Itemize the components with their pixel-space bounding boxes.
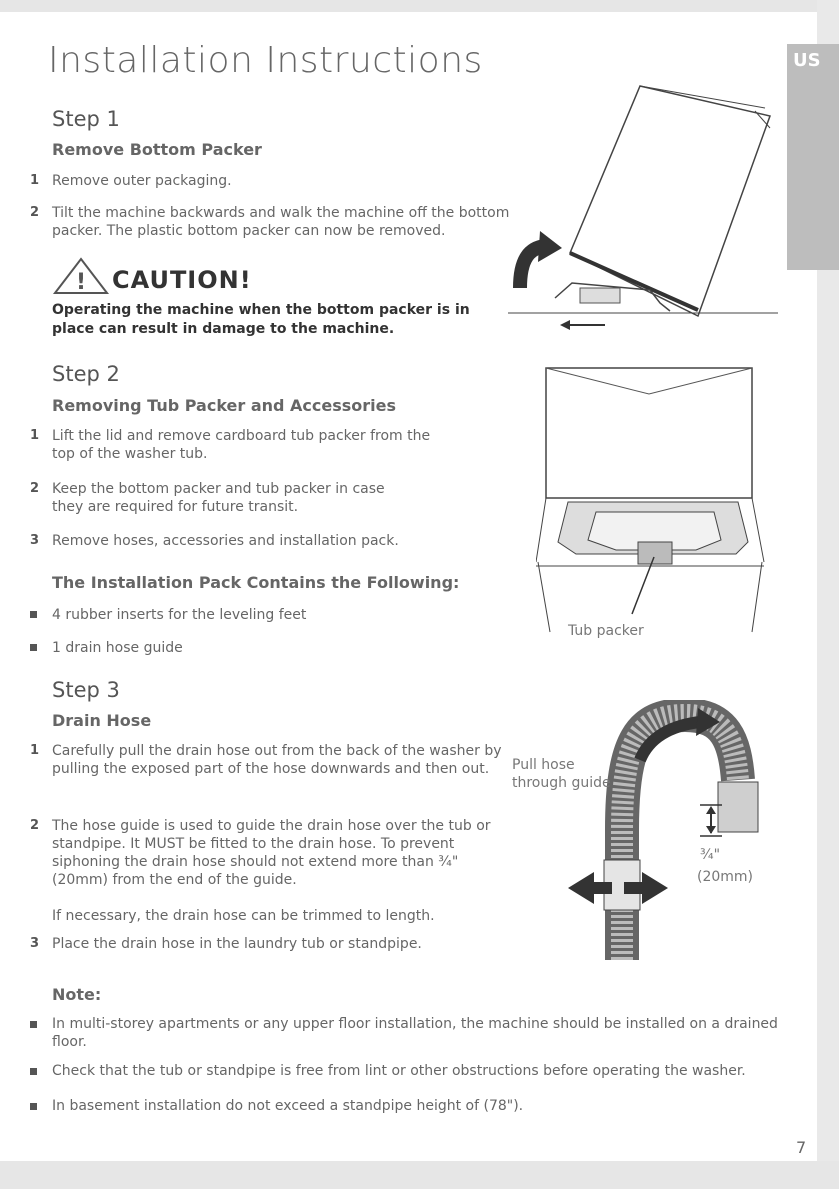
svg-text:!: ! <box>75 270 87 295</box>
pack-heading: The Installation Pack Contains the Following: <box>52 573 460 592</box>
step3-item2-extra-text: If necessary, the drain hose can be trimmed to length. <box>52 908 435 924</box>
page-border-top <box>0 0 839 12</box>
step2-item3-number: 3 <box>30 533 40 548</box>
pull-hose-label-line2: through guide <box>512 775 611 791</box>
tub-packer-label: Tub packer <box>568 623 644 639</box>
page-border-bottom <box>0 1161 839 1189</box>
step3-item2-number: 2 <box>30 818 40 833</box>
step2-item1-number: 1 <box>30 428 40 443</box>
step3-item3-number: 3 <box>30 936 40 951</box>
note-item-1: In multi-storey apartments or any upper floor installation, the machine should be installed on a drained floor. <box>52 1016 778 1050</box>
step1-item2-number: 2 <box>30 205 40 220</box>
measure-label-mm: (20mm) <box>697 869 754 885</box>
pull-hose-label-line1: Pull hose <box>512 757 575 773</box>
tilted-washer-illustration <box>500 78 782 340</box>
step3-item1-text: Carefully pull the drain hose out from the back of the washer by pulling the exposed part of the hose downwards and then out. <box>52 743 502 777</box>
drain-hose-guide-illustration <box>560 700 780 970</box>
measure-label-inches: ¾" <box>700 847 721 863</box>
region-tab <box>787 44 839 270</box>
step3-subheading: Drain Hose <box>52 711 152 730</box>
step2-item3-text: Remove hoses, accessories and installation pack. <box>52 533 399 549</box>
step3-heading: Step 3 <box>52 678 120 702</box>
region-tab-label: US <box>793 50 821 71</box>
square-bullet-icon <box>30 1021 37 1028</box>
square-bullet-icon <box>30 644 37 651</box>
step1-heading: Step 1 <box>52 107 120 131</box>
pack-item-2: 1 drain hose guide <box>52 640 183 656</box>
step2-subheading: Removing Tub Packer and Accessories <box>52 396 397 415</box>
square-bullet-icon <box>30 1068 37 1075</box>
step1-subheading: Remove Bottom Packer <box>52 140 262 159</box>
caution-text: Operating the machine when the bottom packer is in place can result in damage to the machine. <box>52 302 470 337</box>
step2-item2-number: 2 <box>30 481 40 496</box>
page-number: 7 <box>796 1138 807 1157</box>
square-bullet-icon <box>30 611 37 618</box>
step3-item3-text: Place the drain hose in the laundry tub or standpipe. <box>52 936 422 952</box>
step2-heading: Step 2 <box>52 362 120 386</box>
warning-triangle-icon <box>52 256 110 296</box>
step1-item2-text: Tilt the machine backwards and walk the machine off the bottom packer. The plastic bottom packer can now be removed. <box>52 205 510 239</box>
square-bullet-icon <box>30 1103 37 1110</box>
page-title: Installation Instructions <box>48 40 483 81</box>
step1-item1-number: 1 <box>30 173 40 188</box>
note-heading: Note: <box>52 985 102 1004</box>
step1-item1-text: Remove outer packaging. <box>52 173 232 189</box>
caution-title: CAUTION! <box>112 266 252 294</box>
step2-item2-text: Keep the bottom packer and tub packer in case they are required for future transit. <box>52 481 385 515</box>
note-item-3: In basement installation do not exceed a standpipe height of (78"). <box>52 1098 524 1114</box>
open-washer-illustration <box>536 362 768 640</box>
step3-item2-text: The hose guide is used to guide the drain hose over the tub or standpipe. It MUST be fitted to the drain hose. To prevent siphoning the drain hose should not extend more than ¾" (20mm) from the end of the guide. <box>52 818 491 888</box>
note-item-2: Check that the tub or standpipe is free from lint or other obstructions before operating the washer. <box>52 1063 746 1079</box>
step3-item1-number: 1 <box>30 743 40 758</box>
pack-item-1: 4 rubber inserts for the leveling feet <box>52 607 307 623</box>
step2-item1-text: Lift the lid and remove cardboard tub packer from the top of the washer tub. <box>52 428 431 462</box>
